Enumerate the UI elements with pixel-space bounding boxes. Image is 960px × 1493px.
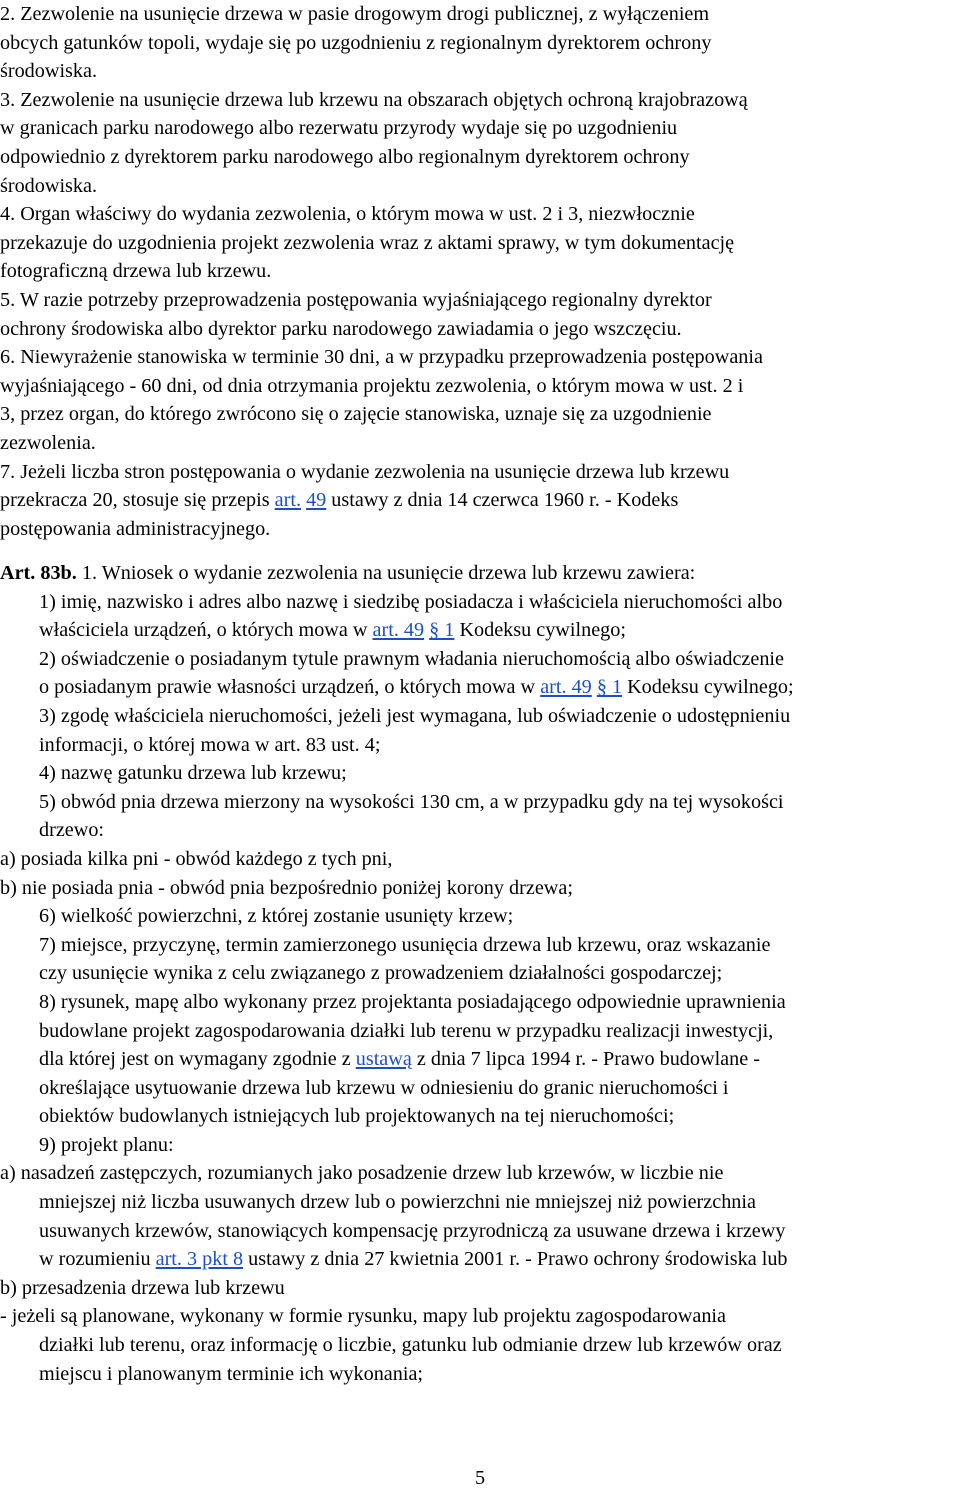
text-segment: 2) oświadczenie o posiadanym tytule prawnym władania nieruchomością albo oświadczenie <box>39 647 785 670</box>
text-segment: a) posiada kilka pni - obwód każdego z tych pni, <box>0 847 393 870</box>
text-line <box>0 29 960 58</box>
text-line <box>0 1159 960 1188</box>
text-segment: w rozumieniu <box>39 1248 156 1271</box>
text-segment: w granicach parku narodowego albo rezerwatu przyrody wydaje się po uzgodnieniu <box>0 117 678 140</box>
text-line <box>0 143 960 172</box>
text-line <box>0 959 960 988</box>
text-segment: czy usunięcie wynika z celu związanego z prowadzeniem działalności gospodarczej; <box>39 962 723 985</box>
text-line <box>0 702 960 731</box>
article-heading: Art. 83b. <box>0 562 77 584</box>
text-line <box>0 172 960 201</box>
text-line <box>0 486 960 515</box>
text-line <box>0 759 960 788</box>
text-segment: działki lub terenu, oraz informację o liczbie, gatunku lub odmianie drzew lub krzewów oraz <box>39 1334 782 1357</box>
text-line <box>0 816 960 845</box>
text-line <box>0 931 960 960</box>
text-line <box>0 1188 960 1217</box>
text-segment: 1. Wniosek o wydanie zezwolenia na usunięcie drzewa lub krzewu zawiera: <box>76 562 696 584</box>
text-line <box>0 315 960 344</box>
text-segment: budowlane projekt zagospodarowania działki lub terenu w przypadku realizacji inwestycji, <box>39 1019 774 1042</box>
legal-reference-link[interactable]: § 1 <box>596 676 623 699</box>
text-segment: b) przesadzenia drzewa lub krzewu <box>0 1276 285 1299</box>
text-segment: przekracza 20, stosuje się przepis <box>0 489 275 512</box>
text-line <box>0 114 960 143</box>
text-segment: postępowania administracyjnego. <box>0 517 271 540</box>
text-line <box>0 731 960 760</box>
text-line <box>0 1131 960 1160</box>
text-segment: 9) projekt planu: <box>39 1133 174 1156</box>
text-segment: 5) obwód pnia drzewa mierzony na wysokości 130 cm, a w przypadku gdy na tej wysokości <box>39 790 784 813</box>
text-line <box>0 1331 960 1360</box>
text-segment: 2. Zezwolenie na usunięcie drzewa w pasie drogowym drogi publicznej, z wyłączeniem <box>0 3 710 25</box>
text-segment: środowiska. <box>0 60 98 83</box>
text-line <box>0 429 960 458</box>
text-line <box>0 673 960 702</box>
text-segment: 4. Organ właściwy do wydania zezwolenia, o którym mowa w ust. 2 i 3, niezwłocznie <box>0 203 695 226</box>
text-line <box>0 1074 960 1103</box>
text-segment: z dnia 7 lipca 1994 r. - Prawo budowlane - <box>411 1048 760 1071</box>
text-segment: mniejszej niż liczba usuwanych drzew lub o powierzchni nie mniejszej niż powierzchnia <box>39 1191 756 1214</box>
text-segment: dla której jest on wymagany zgodnie z <box>39 1048 356 1071</box>
text-segment: środowiska. <box>0 174 98 197</box>
text-segment: ochrony środowiska albo dyrektor parku narodowego zawiadamia o jego wszczęciu. <box>0 317 682 340</box>
text-line <box>0 343 960 372</box>
text-line <box>0 988 960 1017</box>
text-segment: zezwolenia. <box>0 431 96 454</box>
page-number: 5 <box>474 1467 486 1489</box>
legal-reference-link[interactable]: art. 49 <box>372 619 425 642</box>
text-segment: miejscu i planowanym terminie ich wykonania; <box>39 1362 424 1385</box>
text-line <box>0 229 960 258</box>
text-line <box>0 645 960 674</box>
text-line <box>0 1360 960 1389</box>
text-line <box>0 57 960 86</box>
text-line <box>0 1102 960 1131</box>
text-line <box>0 86 960 115</box>
text-segment: 7. Jeżeli liczba stron postępowania o wydanie zezwolenia na usunięcie drzewa lub krzewu <box>0 460 730 483</box>
text-line <box>0 400 960 429</box>
text-segment: Kodeksu cywilnego; <box>454 619 626 642</box>
text-line <box>0 1245 960 1274</box>
text-line <box>0 515 960 544</box>
text-line <box>0 902 960 931</box>
text-segment: 8) rysunek, mapę albo wykonany przez projektanta posiadającego odpowiednie uprawnienia <box>39 990 786 1013</box>
text-segment: drzewo: <box>39 819 105 842</box>
text-segment: - jeżeli są planowane, wykonany w formie rysunku, mapy lub projektu zagospodarowania <box>0 1305 726 1328</box>
text-segment: właściciela urządzeń, o których mowa w <box>39 619 373 642</box>
text-segment: obcych gatunków topoli, wydaje się po uzgodnieniu z regionalnym dyrektorem ochrony <box>0 31 712 54</box>
text-line <box>0 1045 960 1074</box>
paragraphs-block-ust <box>0 0 960 543</box>
text-segment: 6. Niewyrażenie stanowiska w terminie 30 dni, a w przypadku przeprowadzenia postępowania <box>0 346 763 369</box>
text-segment: przekazuje do uzgodnienia projekt zezwolenia wraz z aktami sprawy, w tym dokumentację <box>0 231 735 254</box>
text-line <box>0 1217 960 1246</box>
text-line <box>0 559 960 588</box>
text-segment: obiektów budowlanych istniejących lub projektowanych na tej nieruchomości; <box>39 1105 675 1128</box>
text-segment: a) nasadzeń zastępczych, rozumianych jako posadzenie drzew lub krzewów, w liczbie nie <box>0 1162 724 1185</box>
text-line <box>0 1017 960 1046</box>
text-line <box>0 874 960 903</box>
text-segment: 3) zgodę właściciela nieruchomości, jeżeli jest wymagana, lub oświadczenie o udostępnieniu <box>39 704 791 727</box>
text-segment: 4) nazwę gatunku drzewa lub krzewu; <box>39 762 347 785</box>
text-segment: 3. Zezwolenie na usunięcie drzewa lub krzewu na obszarach objętych ochroną krajobrazową <box>0 88 748 111</box>
text-segment: Kodeksu cywilnego; <box>622 676 794 699</box>
text-line <box>0 588 960 617</box>
text-line <box>0 200 960 229</box>
text-segment: ustawy z dnia 14 czerwca 1960 r. - Kodeks <box>326 489 679 512</box>
text-segment: 6) wielkość powierzchni, z której zostanie usunięty krzew; <box>39 905 514 928</box>
text-segment: ustawy z dnia 27 kwietnia 2001 r. - Prawo ochrony środowiska lub <box>243 1248 788 1271</box>
text-segment: 3, przez organ, do którego zwrócono się o zajęcie stanowiska, uznaje się za uzgodnienie <box>0 403 712 426</box>
text-segment: określające usytuowanie drzewa lub krzewu w odniesieniu do granic nieruchomości i <box>39 1076 729 1099</box>
legal-reference-link[interactable]: ustawą <box>355 1048 412 1071</box>
text-line <box>0 0 960 29</box>
text-segment: b) nie posiada pnia - obwód pnia bezpośrednio poniżej korony drzewa; <box>0 876 573 899</box>
text-segment: odpowiednio z dyrektorem parku narodowego albo regionalnym dyrektorem ochrony <box>0 145 690 168</box>
text-segment: 1) imię, nazwisko i adres albo nazwę i siedzibę posiadacza i właściciela nieruchomości albo <box>39 590 783 613</box>
text-segment: o posiadanym prawie własności urządzeń, o których mowa w <box>39 676 541 699</box>
text-line <box>0 616 960 645</box>
legal-reference-link[interactable]: 49 <box>306 489 327 512</box>
text-line <box>0 286 960 315</box>
text-line <box>0 788 960 817</box>
text-line <box>0 1274 960 1303</box>
text-line <box>0 458 960 487</box>
legal-reference-link[interactable]: art. 49 <box>540 676 592 699</box>
article-83b-block <box>0 559 960 1388</box>
text-line <box>0 257 960 286</box>
text-segment: 7) miejsce, przyczynę, termin zamierzonego usunięcia drzewa lub krzewu, oraz wskazanie <box>39 933 771 956</box>
text-line <box>0 372 960 401</box>
legal-reference-link[interactable]: art. 3 pkt 8 <box>155 1248 244 1271</box>
text-segment: fotograficzną drzewa lub krzewu. <box>0 260 272 283</box>
text-segment: usuwanych krzewów, stanowiących kompensację przyrodniczą za usuwane drzewa i krzewy <box>39 1219 786 1242</box>
legal-reference-link[interactable]: art. <box>274 489 302 512</box>
text-segment: 5. W razie potrzeby przeprowadzenia postępowania wyjaśniającego regionalny dyrektor <box>0 288 712 311</box>
legal-reference-link[interactable]: § 1 <box>429 619 455 642</box>
text-segment: wyjaśniającego - 60 dni, od dnia otrzymania projektu zezwolenia, o którym mowa w ust. 2 i <box>0 374 744 397</box>
text-segment: informacji, o której mowa w art. 83 ust. 4; <box>39 733 381 756</box>
text-line <box>0 1302 960 1331</box>
text-line <box>0 845 960 874</box>
